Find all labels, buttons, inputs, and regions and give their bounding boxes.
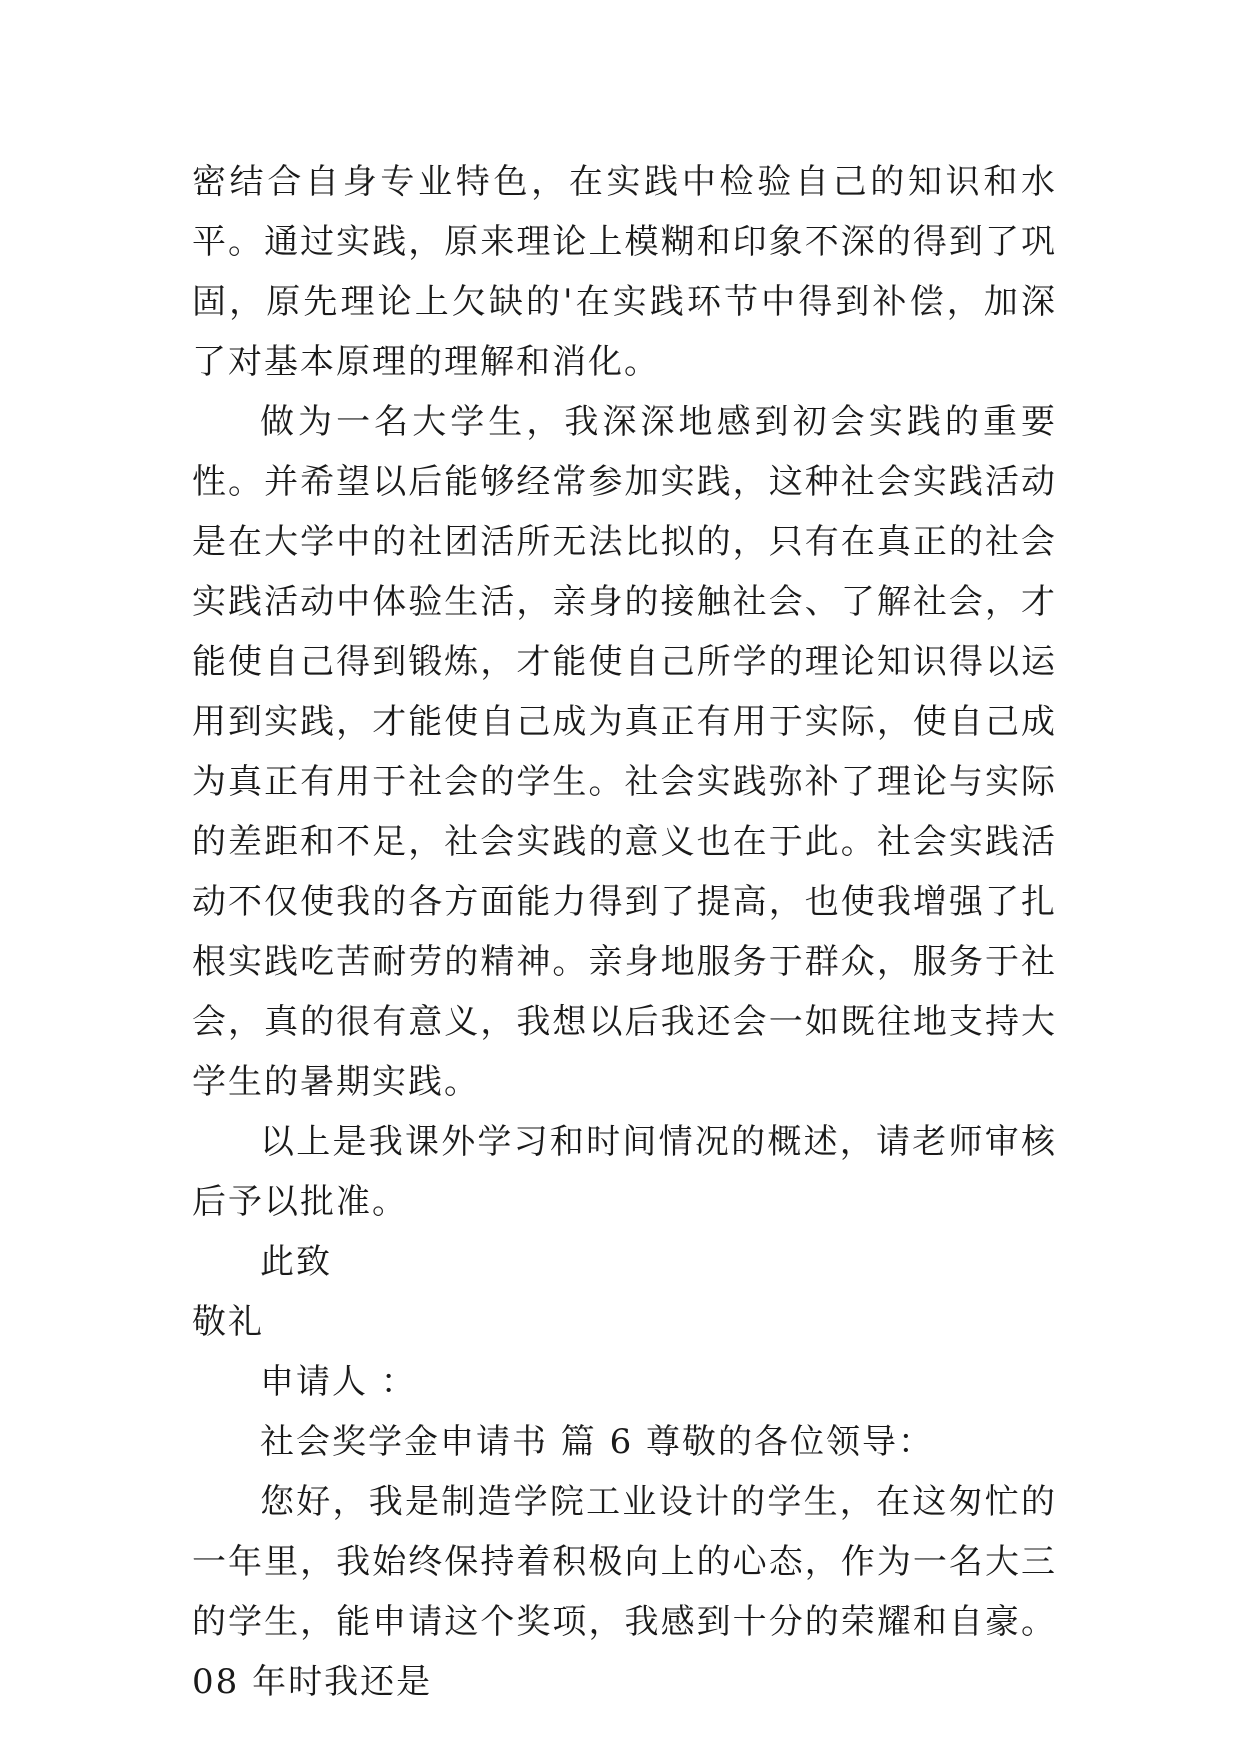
applicant-signature-line: 申请人 ： bbox=[260, 1362, 417, 1402]
paragraph-practice-importance: 做为一名大学生，我深深地感到初会实践的重要性。并希望以后能够经常参加实践，这种社会实践活动是在大学中的社团活所无法比拟的，只有在真正的社会实践活动中体验生活，亲身的接触社会、了解社会，才能使自己得到锻炼，才能使自己所学的理论知识得以运用到实践，才能使自己成为真正有用于实际，使自己成为真正有用于社会的学生。社会实践弥补了理论与实际的差距和不足，社会实践的意义也在于此。社会实践活动不仅使我的各方面能力得到了提高，也使我增强了扎根实践吃苦耐劳的精神。亲身地服务于群众，服务于社会，真的很有意义，我想以后我还会一如既往地支持大学生的暑期实践。 bbox=[192, 402, 1057, 1102]
closing-regards: 敬礼 bbox=[192, 1302, 264, 1342]
section-heading-scholarship-6: 社会奖学金申请书 篇 6 尊敬的各位领导： bbox=[260, 1422, 935, 1462]
closing-salutation: 此致 bbox=[260, 1242, 332, 1282]
document-body bbox=[192, 152, 1057, 1712]
paragraph-practice-benefit: 密结合自身专业特色，在实践中检验自己的知识和水平。通过实践，原来理论上模糊和印象不深的得到了巩固，原先理论上欠缺的'在实践环节中得到补偿，加深了对基本原理的理解和消化。 bbox=[192, 162, 1057, 382]
paragraph-introduction: 您好，我是制造学院工业设计的学生，在这匆忙的一年里，我始终保持着积极向上的心态，作为一名大三的学生，能申请这个奖项，我感到十分的荣耀和自豪。08 年时我还是 bbox=[192, 1482, 1057, 1702]
paragraph-summary-request: 以上是我课外学习和时间情况的概述，请老师审核后予以批准。 bbox=[192, 1122, 1057, 1222]
